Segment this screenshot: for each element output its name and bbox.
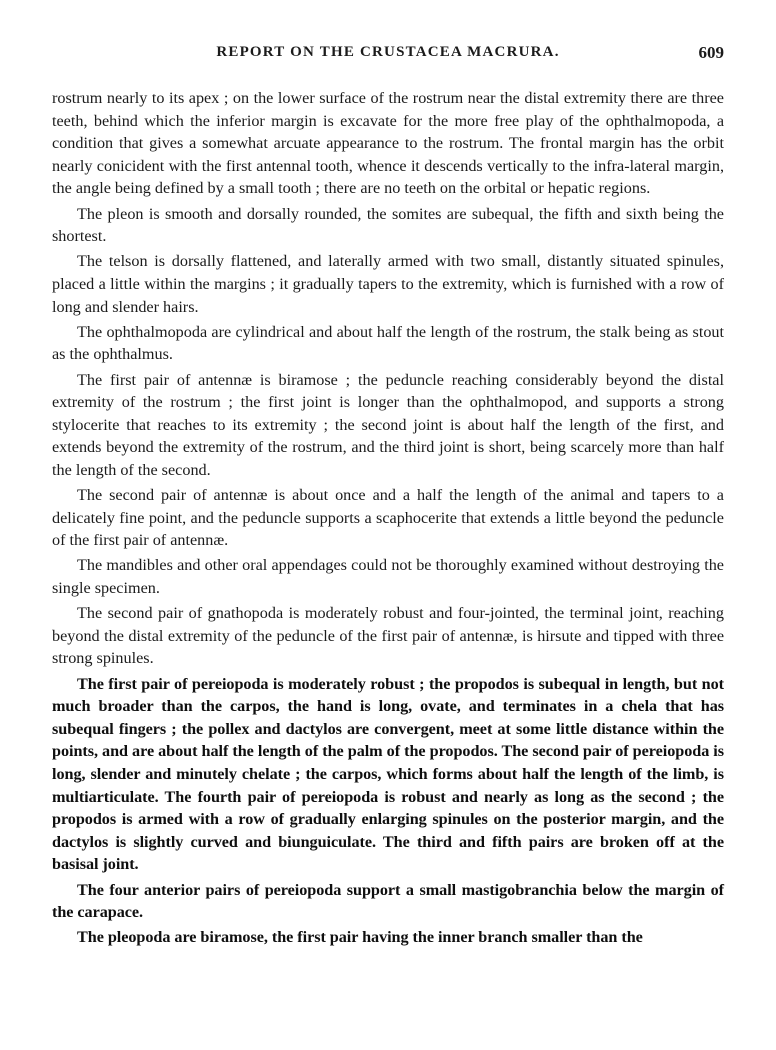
paragraph-mastigobranchia: The four anterior pairs of pereiopoda support a small mastigobranchia below the margin of the carapace. [52, 880, 724, 922]
page-number: 609 [698, 43, 724, 62]
paragraph-first-antennae: The first pair of antennæ is biramose ; the peduncle reaching considerably beyond the distal extremity of the rostrum ; the first joint is longer than the ophthalmopod, and supports a strong stylocerite that reaches to its extremity ; the second joint is about half the length of the first, and extends beyond the extremity of the rostrum, and the third joint is short, being scarcely more than half the length of the second. [52, 370, 724, 479]
running-title: REPORT ON THE CRUSTACEA MACRURA. [216, 44, 560, 60]
paragraph-telson: The telson is dorsally flattened, and laterally armed with two small, distantly situated spinules, placed a little within the margins ; it gradually tapers to the extremity, which is furnished with a row of long and slender hairs. [52, 252, 724, 316]
paragraph-second-antennae: The second pair of antennæ is about once and a half the length of the animal and tapers to a delicately fine point, and the peduncle supports a scaphocerite that extends a little beyond the peduncle of the first pair of antennæ. [52, 486, 724, 550]
body-text [52, 87, 724, 952]
paragraph-mandibles: The mandibles and other oral appendages could not be thoroughly examined without destroying the single specimen. [52, 556, 724, 598]
paragraph-pereiopoda: The first pair of pereiopoda is moderately robust ; the propodos is subequal in length, but not much broader than the carpos, the hand is long, ovate, and terminates in a chela that has subequal fingers ; the pollex and dactylos are convergent, meet at some little distance within the points, and are about half the length of the palm of the propodos. The second pair of pereiopoda is long, slender and minutely chelate ; the carpos, which forms about half the length of the limb, is multiarticulate. The fourth pair of pereiopoda is robust and nearly as long as the second ; the propodos is armed with a row of gradually enlarging spinules on the posterior margin, and the dactylos is slightly curved and biunguiculate. The third and fifth pairs are broken off at the basisal joint. [52, 674, 724, 874]
paragraph-rostrum-continuation: rostrum nearly to its apex ; on the lower surface of the rostrum near the distal extremity there are three teeth, behind which the inferior margin is excavate for the more free play of the ophthalmopoda, a condition that gives a somewhat arcuate appearance to the rostrum. The frontal margin has the orbit nearly conicident with the first antennal tooth, whence it descends vertically to the infra-lateral margin, the angle being defined by a small tooth ; there are no teeth on the orbital or hepatic regions. [52, 89, 724, 198]
paragraph-pleopoda: The pleopoda are biramose, the first pair having the inner branch smaller than the [77, 928, 643, 947]
paragraph-gnathopoda: The second pair of gnathopoda is moderately robust and four-jointed, the terminal joint, reaching beyond the distal extremity of the peduncle of the first pair of antennæ, is hirsute and tipped with three strong spinules. [52, 604, 724, 668]
running-head [52, 44, 724, 68]
paragraph-ophthalmopoda: The ophthalmopoda are cylindrical and about half the length of the rostrum, the stalk being as stout as the ophthalmus. [52, 322, 724, 364]
paragraph-pleon: The pleon is smooth and dorsally rounded, the somites are subequal, the fifth and sixth being the shortest. [52, 204, 724, 246]
